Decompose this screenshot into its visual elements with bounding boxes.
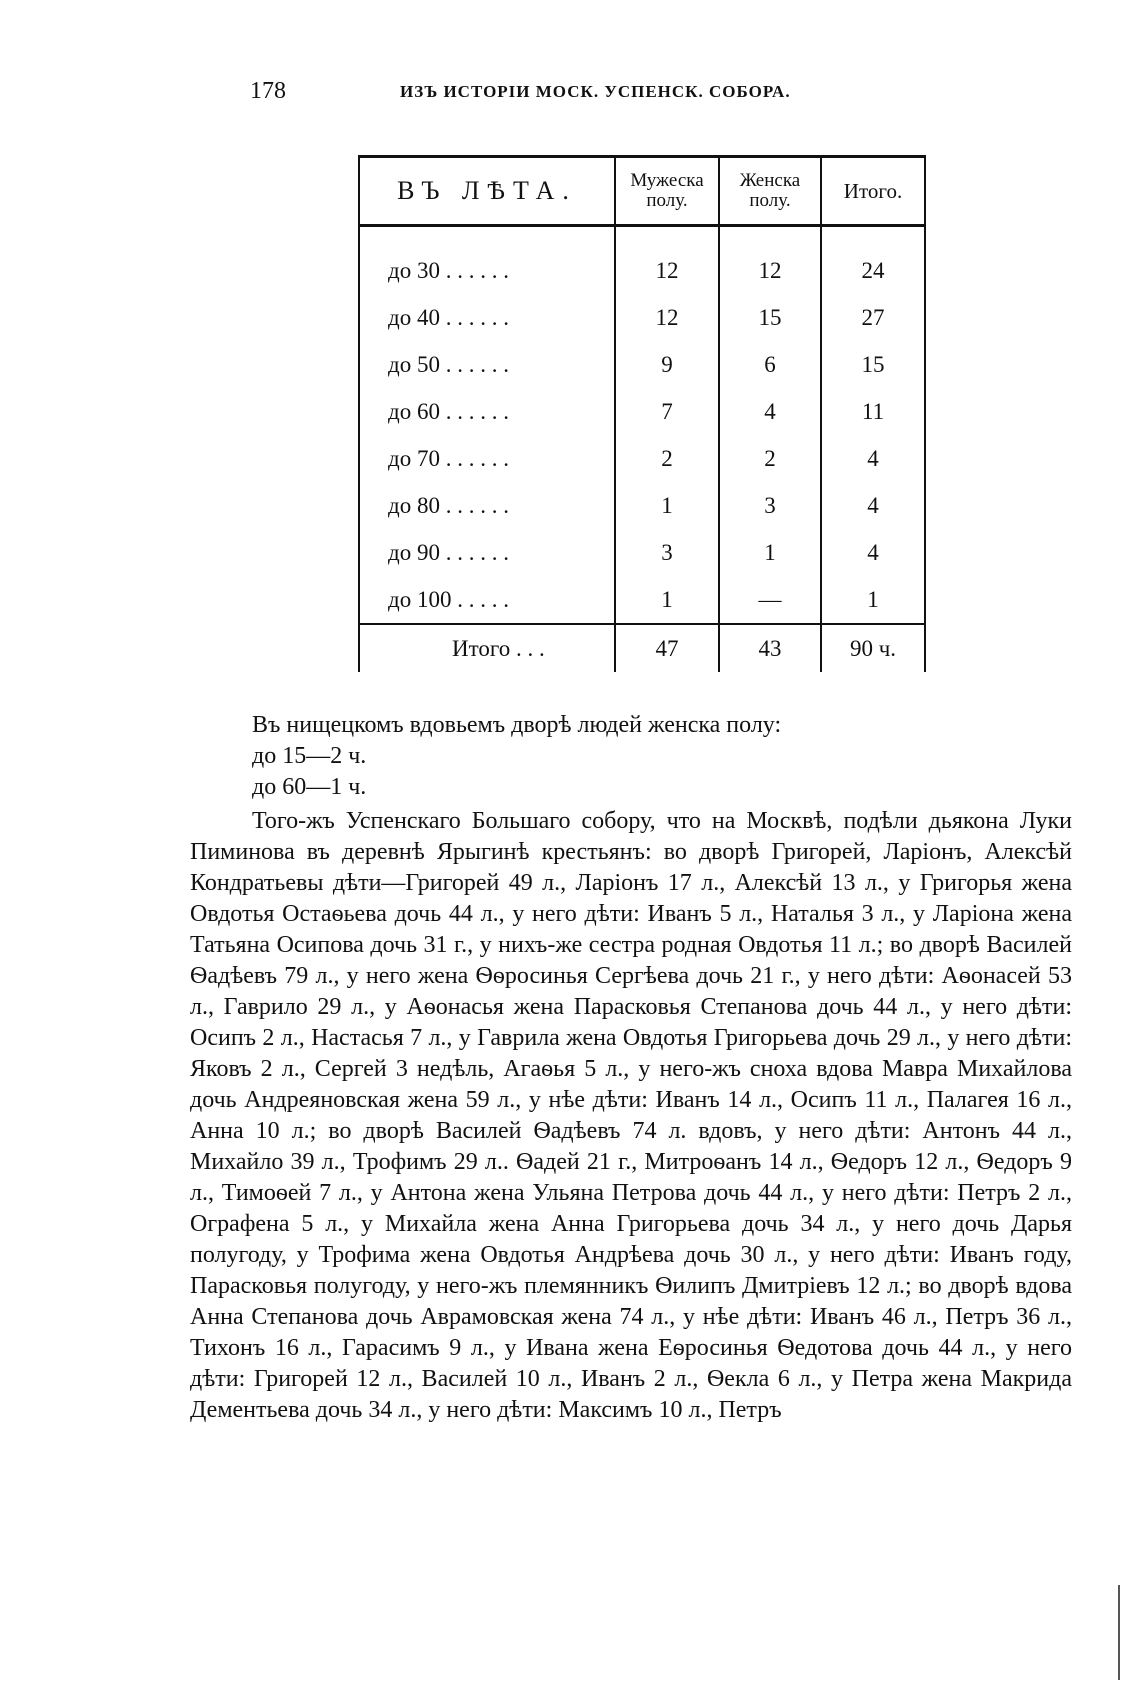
cell-total: 4 bbox=[821, 482, 925, 529]
cell-male: 2 bbox=[615, 435, 719, 482]
cell-total: 1 bbox=[821, 576, 925, 624]
table-row bbox=[359, 294, 925, 341]
age-table-wrapper bbox=[358, 155, 924, 672]
margin-line bbox=[1118, 1585, 1120, 1680]
cell-female: 1 bbox=[719, 529, 821, 576]
cell-age: до 50 . . . . . . bbox=[359, 341, 615, 388]
page-number: 178 bbox=[250, 78, 286, 104]
intro-line-1: Въ нищецкомъ вдовьемъ дворѣ людей женска полу: bbox=[252, 712, 782, 738]
intro-paragraph bbox=[252, 710, 1072, 803]
table-total-row bbox=[359, 624, 925, 672]
main-text bbox=[190, 806, 1072, 1426]
header-female bbox=[719, 157, 821, 226]
cell-female: — bbox=[719, 576, 821, 624]
main-paragraph: Того-жъ Успенскаго Большаго собору, что на Москвѣ, подѣли дьякона Луки Пиминова въ деревнѣ Ярыгинѣ крестьянъ: во дворѣ Григорей, Ларіонъ, Алексѣй Кондратьевы дѣти—Григорей 49 л., Ларіонъ 17 л., Алексѣй 13 л., у Григорья жена Овдотья Остаѳьева дочь 44 л., у него дѣти: Иванъ 5 л., Наталья 3 л., у Ларіона жена Татьяна Осипова дочь 31 г., у нихъ-же сестра родная Овдотья 11 л.; во дворѣ Василей Ѳадѣевъ 79 л., у него жена Ѳѳросинья Сергѣева дочь 21 г., у него дѣти: Аѳонасей 53 л., Гаврило 29 л., у Аѳонасья жена Парасковья Степанова дочь 44 л., у него дѣти: Осипъ 2 л., Настасья 7 л., у Гаврила жена Овдотья Григорьева дочь 29 л., у него дѣти: Яковъ 2 л., Сергей 3 недѣль, Агаѳья 5 л., у него-жъ сноха вдова Мавра Михайлова дочь Андреяновская жена 59 л., у нѣе дѣти: Иванъ 14 л., Осипъ 11 л., Палагея 16 л., Анна 10 л.; во дворѣ Василей Ѳадѣевъ 74 л. вдовъ, у него дѣти: Антонъ 44 л., Михайло 39 л., Трофимъ 29 л.. Ѳадей 21 г., Митроѳанъ 14 л., Ѳедоръ 12 л., Ѳедоръ 9 л., Тимоѳей 7 л., у Антона жена Ульяна Петрова дочь 44 л., у него дѣти: Петръ 2 л., Ографена 5 л., у Михайла жена Анна Григорьева дочь 34 л., у него дочь Дарья полугоду, у Трофима жена Овдотья Андрѣева дочь 30 л., у него дѣти: Иванъ году, Парасковья полугоду, у него-жъ племянникъ Ѳилипъ Дмитріевъ 12 л.; во дворѣ вдова Анна Степанова дочь Аврамовская жена 74 л., у нѣе дѣти: Иванъ 46 л., Петръ 36 л., Тихонъ 16 л., Гарасимъ 9 л., у Ивана жена Еѳросинья Ѳедотова дочь 44 л., у него дѣти: Григорей 12 л., Василей 10 л., Иванъ 2 л., Ѳекла 6 л., у Петра жена Макрида Дементьева дочь 34 л., у него дѣти: Максимъ 10 л., Петръ bbox=[190, 808, 1072, 1423]
total-female: 43 bbox=[719, 624, 821, 672]
cell-age: до 60 . . . . . . bbox=[359, 388, 615, 435]
table-row bbox=[359, 226, 925, 295]
cell-total: 4 bbox=[821, 529, 925, 576]
page-header bbox=[250, 78, 850, 110]
cell-age: до 100 . . . . . bbox=[359, 576, 615, 624]
cell-female: 6 bbox=[719, 341, 821, 388]
cell-age: до 90 . . . . . . bbox=[359, 529, 615, 576]
intro-line-2: до 15—2 ч. bbox=[252, 743, 367, 769]
cell-male: 1 bbox=[615, 482, 719, 529]
total-male: 47 bbox=[615, 624, 719, 672]
cell-male: 1 bbox=[615, 576, 719, 624]
cell-female: 4 bbox=[719, 388, 821, 435]
header-age: ВЪ ЛѢТА. bbox=[359, 157, 615, 226]
header-female-line1: Женска bbox=[739, 170, 801, 191]
cell-female: 3 bbox=[719, 482, 821, 529]
cell-age: до 40 . . . . . . bbox=[359, 294, 615, 341]
running-title: ИЗЪ ИСТОРІИ МОСК. УСПЕНСК. СОБОРА. bbox=[400, 82, 791, 101]
cell-age: до 80 . . . . . . bbox=[359, 482, 615, 529]
header-male bbox=[615, 157, 719, 226]
table-row bbox=[359, 341, 925, 388]
header-female-line2: полу. bbox=[749, 190, 791, 211]
cell-total: 4 bbox=[821, 435, 925, 482]
cell-total: 15 bbox=[821, 341, 925, 388]
cell-female: 2 bbox=[719, 435, 821, 482]
cell-female: 15 bbox=[719, 294, 821, 341]
cell-total: 11 bbox=[821, 388, 925, 435]
total-all: 90 ч. bbox=[821, 624, 925, 672]
cell-age: до 70 . . . . . . bbox=[359, 435, 615, 482]
table-row bbox=[359, 576, 925, 624]
cell-female: 12 bbox=[719, 226, 821, 295]
cell-male: 9 bbox=[615, 341, 719, 388]
table-header-row bbox=[359, 157, 925, 226]
cell-male: 3 bbox=[615, 529, 719, 576]
age-distribution-table bbox=[358, 155, 926, 672]
table-row bbox=[359, 529, 925, 576]
cell-total: 24 bbox=[821, 226, 925, 295]
table-row bbox=[359, 435, 925, 482]
cell-male: 7 bbox=[615, 388, 719, 435]
header-male-line1: Мужеска bbox=[630, 170, 704, 191]
intro-line-3: до 60—1 ч. bbox=[252, 774, 367, 800]
cell-male: 12 bbox=[615, 294, 719, 341]
header-total: Итого. bbox=[821, 157, 925, 226]
cell-age: до 30 . . . . . . bbox=[359, 226, 615, 295]
table-row bbox=[359, 388, 925, 435]
cell-total: 27 bbox=[821, 294, 925, 341]
cell-male: 12 bbox=[615, 226, 719, 295]
header-male-line2: полу. bbox=[646, 190, 688, 211]
total-label: Итого . . . bbox=[359, 624, 615, 672]
table-row bbox=[359, 482, 925, 529]
